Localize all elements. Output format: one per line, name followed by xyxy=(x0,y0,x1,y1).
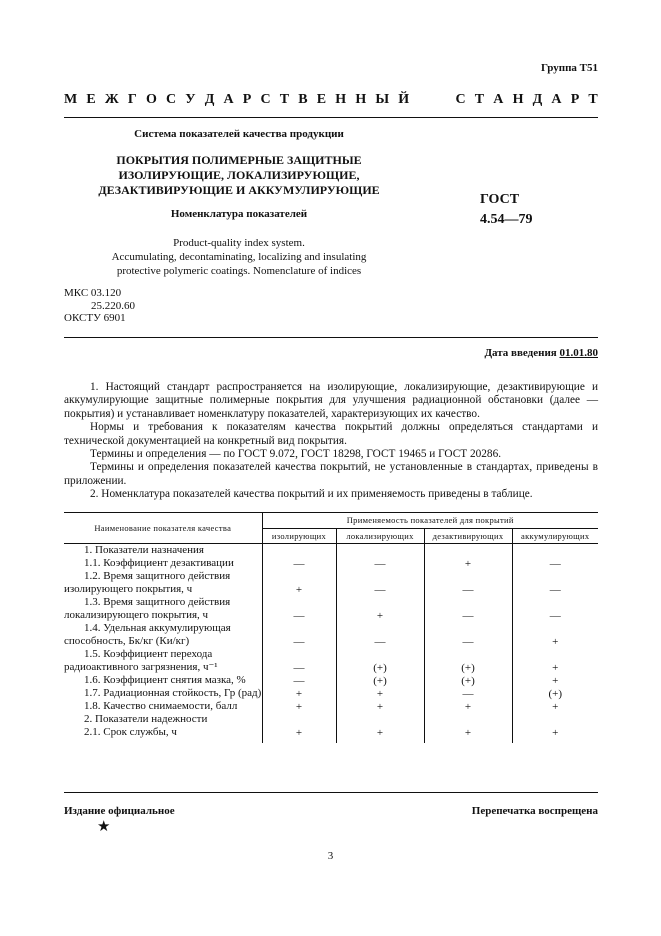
table-row xyxy=(64,596,598,622)
paragraph: Термины и определения — по ГОСТ 9.072, ГОСТ 18298, ГОСТ 19465 и ГОСТ 20286. xyxy=(90,448,502,461)
english-line: Product-quality index system. xyxy=(173,237,305,249)
indicator-name-text: 1.2. Время защитного действия изолирующего покрытия, ч xyxy=(64,570,231,595)
applicability-cell: — xyxy=(549,584,561,596)
introduction-date xyxy=(484,347,598,359)
applicability-cell: + xyxy=(262,687,336,700)
applicability-cell: + xyxy=(262,726,336,743)
banner-letter: Н xyxy=(355,92,367,107)
column-header: изолирующих xyxy=(262,528,336,544)
official-edition: Издание официальное xyxy=(64,805,175,817)
applicability-cell: — xyxy=(262,557,336,570)
banner-letter: Н xyxy=(512,92,524,107)
banner-gap xyxy=(418,92,446,108)
table-row xyxy=(64,726,598,743)
banner-letter: Ы xyxy=(375,92,390,107)
banner-letter: Д xyxy=(204,92,215,107)
top-rule xyxy=(64,117,598,118)
footer-rule xyxy=(64,792,598,793)
indicator-name xyxy=(64,570,262,596)
table-row xyxy=(64,687,598,700)
table-row xyxy=(64,674,598,687)
indicator-name xyxy=(64,544,262,558)
banner-letter: С xyxy=(455,92,466,107)
applicability-cell: — xyxy=(424,570,512,596)
reprint-notice: Перепечатка воспрещена xyxy=(471,805,598,817)
body-text xyxy=(64,381,598,502)
applicability-cell: — xyxy=(262,648,336,674)
banner-letter: Ж xyxy=(104,92,119,107)
paragraph: Термины и определения показателей качества покрытий, не установленные в стандартах, приведены в приложении. xyxy=(64,461,598,487)
okstu-code: ОКСТУ 6901 xyxy=(64,312,126,324)
indicator-name xyxy=(64,687,262,700)
date-label: Дата введения xyxy=(484,347,557,359)
banner-letter: М xyxy=(64,92,78,107)
applicability-cell: — xyxy=(336,557,424,570)
system-title: Система показателей качества продукции xyxy=(134,128,344,140)
table-row xyxy=(64,713,598,726)
applicability-cell xyxy=(336,544,424,558)
applicability-cell: + xyxy=(552,727,559,739)
applicability-cell: — xyxy=(424,687,512,700)
group-code: Группа Т51 xyxy=(540,62,598,74)
banner-letter: А xyxy=(551,92,562,107)
applicability-cell: + xyxy=(336,687,424,700)
indicator-name-text: 1.5. Коэффициент перехода радиоактивного загрязнения, ч⁻¹ xyxy=(64,648,218,673)
table-row xyxy=(64,544,598,558)
indicator-name xyxy=(64,596,262,622)
column-header: аккумулирующих xyxy=(512,528,598,544)
standard-banner xyxy=(64,92,598,108)
applicability-cell xyxy=(336,713,424,726)
applicability-cell: — xyxy=(262,622,336,648)
paragraph: Нормы и требования к показателям качества покрытий должны определяться стандартами и технической документацией на конкретный вид покрытия. xyxy=(64,421,598,447)
applicability-cell: + xyxy=(552,675,559,687)
applicability-cell: + xyxy=(336,700,424,713)
table-row xyxy=(64,570,598,596)
banner-letter: Й xyxy=(398,92,410,107)
title-line: ПОКРЫТИЯ ПОЛИМЕРНЫЕ ЗАЩИТНЫЕ xyxy=(116,153,362,167)
applicability-cell: (+) xyxy=(424,648,512,674)
applicability-cell xyxy=(424,713,512,726)
indicator-name-text: 2. Показатели надежности xyxy=(84,713,208,725)
applicability-cell: + xyxy=(262,700,336,713)
applicability-cell: — xyxy=(336,622,424,648)
indicator-name-text: 1.1. Коэффициент дезактивации xyxy=(84,557,234,569)
indicator-name-text: 1.7. Радиационная стойкость, Гр (рад) xyxy=(84,687,262,699)
banner-letter: А xyxy=(223,92,234,107)
applicability-cell: + xyxy=(552,662,559,674)
banner-letter: А xyxy=(493,92,504,107)
indicator-name-text: 2.1. Срок службы, ч xyxy=(84,726,177,738)
applicability-cell: + xyxy=(552,701,559,713)
banner-letter: Е xyxy=(86,92,96,107)
column-group-header: Применяемость показателей для покрытий xyxy=(262,513,598,529)
applicability-cell: + xyxy=(424,726,512,743)
document-title xyxy=(64,153,414,198)
gost-designation xyxy=(480,190,533,230)
mks-code: МКС 03.120 xyxy=(64,287,122,299)
banner-letter: С xyxy=(260,92,271,107)
applicability-cell: (+) xyxy=(548,688,563,700)
table-row xyxy=(64,648,598,674)
applicability-cell xyxy=(512,713,598,726)
applicability-cell: — xyxy=(424,622,512,648)
banner-letter: Т xyxy=(474,92,485,107)
applicability-cell: — xyxy=(262,596,336,622)
applicability-cell: + xyxy=(336,596,424,622)
indicator-name-text: 1. Показатели назначения xyxy=(84,544,204,556)
indicator-name xyxy=(64,648,262,674)
applicability-cell xyxy=(262,544,336,558)
title-line: ДЕЗАКТИВИРУЮЩИЕ И АККУМУЛИРУЮЩИЕ xyxy=(98,183,380,197)
applicability-cell: + xyxy=(552,636,559,648)
applicability-cell: (+) xyxy=(336,648,424,674)
page-number: 3 xyxy=(327,850,334,862)
applicability-cell: — xyxy=(336,570,424,596)
applicability-cell: + xyxy=(424,700,512,713)
banner-letter: С xyxy=(166,92,177,107)
indicator-name xyxy=(64,557,262,570)
applicability-cell: — xyxy=(549,558,561,570)
date-rule xyxy=(64,337,598,338)
applicability-cell: — xyxy=(549,610,561,622)
document-subtitle: Номенклатура показателей xyxy=(170,208,308,220)
applicability-cell: (+) xyxy=(424,674,512,687)
english-line: Accumulating, decontaminating, localizing and insulating xyxy=(111,251,367,263)
indicator-name xyxy=(64,713,262,726)
banner-letter: Д xyxy=(532,92,543,107)
column-header-name: Наименование показателя качества xyxy=(64,513,262,544)
applicability-cell xyxy=(424,544,512,558)
banner-letter: Т xyxy=(588,92,598,107)
applicability-cell: + xyxy=(336,726,424,743)
english-line: protective polymeric coatings. Nomenclature of indices xyxy=(116,265,362,277)
indicator-name-text: 1.4. Удельная аккумулирующая способность, Бк/кг (Ки/кг) xyxy=(64,622,231,647)
paragraph: 1. Настоящий стандарт распространяется на изолирующие, локализирующие, дезактивирующие и аккумулирующие защитные полимерные покрытия для улучшения радиационной обстановки (далее — покрытия) и устанавливает номенклатуру показателей, характеризующих их качество. xyxy=(64,381,598,420)
column-header: локализирующих xyxy=(336,528,424,544)
banner-letter: Т xyxy=(279,92,290,107)
indicator-name-text: 1.3. Время защитного действия локализирующего покрытия, ч xyxy=(64,596,231,621)
banner-letter: Г xyxy=(127,92,137,107)
banner-letter: Н xyxy=(335,92,347,107)
table-row xyxy=(64,700,598,713)
english-title xyxy=(64,236,414,278)
applicability-cell xyxy=(512,544,598,558)
classification-codes xyxy=(64,287,135,325)
banner-letter: Р xyxy=(242,92,252,107)
indices-table xyxy=(64,512,598,743)
indicator-name-text: 1.8. Качество снимаемости, балл xyxy=(84,700,238,712)
applicability-cell xyxy=(262,713,336,726)
title-line: ИЗОЛИРУЮЩИЕ, ЛОКАЛИЗИРУЮЩИЕ, xyxy=(118,168,360,182)
applicability-cell: + xyxy=(262,570,336,596)
applicability-cell: — xyxy=(424,596,512,622)
indicator-name xyxy=(64,674,262,687)
applicability-cell: (+) xyxy=(336,674,424,687)
gost-number: 4.54—79 xyxy=(480,212,533,227)
indicator-name-text: 1.6. Коэффициент снятия мазка, % xyxy=(84,674,246,686)
applicability-cell: — xyxy=(262,674,336,687)
indicator-name xyxy=(64,700,262,713)
banner-letter: У xyxy=(185,92,196,107)
banner-letter: О xyxy=(145,92,157,107)
applicability-cell: + xyxy=(424,557,512,570)
paragraph: 2. Номенклатура показателей качества покрытий и их применяемость приведены в таблице. xyxy=(90,488,533,501)
gost-label: ГОСТ xyxy=(480,192,520,207)
star-icon: ★ xyxy=(97,819,111,835)
indicator-name xyxy=(64,622,262,648)
column-header: дезактивирующих xyxy=(424,528,512,544)
mks-code-2: 25.220.60 xyxy=(91,299,135,312)
table-row xyxy=(64,557,598,570)
banner-letter: Р xyxy=(570,92,580,107)
indicator-name xyxy=(64,726,262,743)
banner-letter: В xyxy=(298,92,308,107)
date-value: 01.01.80 xyxy=(559,347,598,359)
banner-letter: Е xyxy=(316,92,327,107)
table-row xyxy=(64,622,598,648)
